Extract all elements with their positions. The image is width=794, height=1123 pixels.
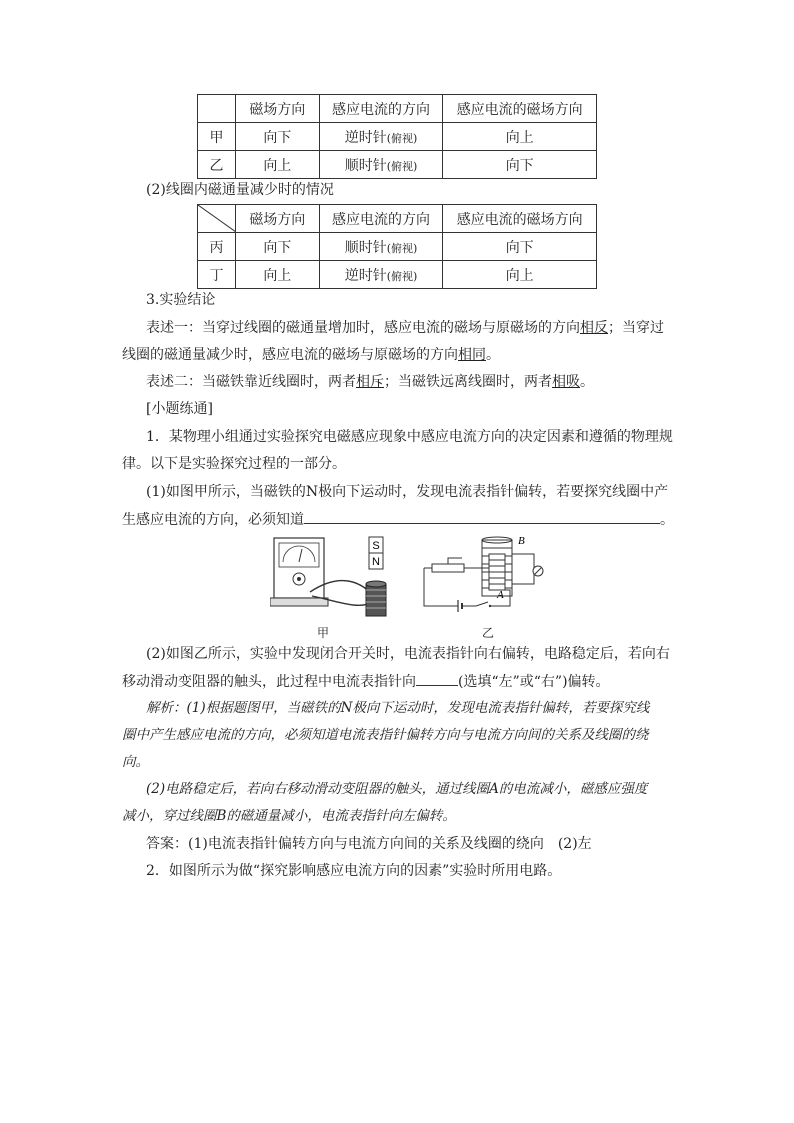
question-one-line1: 1．某物理小组通过实验探究电磁感应现象中感应电流方向的决定因素和遵循的物理规 <box>146 429 673 445</box>
field-direction: 向上 <box>235 151 319 179</box>
statement-two: 表述二：当磁铁靠近线圈时，两者相斥；当磁铁远离线圈时，两者相吸。 <box>146 374 594 390</box>
magnet-n-label: N <box>372 556 380 568</box>
statement-one-line1: 表述一：当穿过线圈的磁通量增加时，感应电流的磁场与原磁场的方向相反；当穿过 <box>146 320 664 336</box>
part-one-line1: (1)如图甲所示，当磁铁的N极向下运动时，发现电流表指针偏转，若要探究线圈中产 <box>146 484 669 500</box>
current-direction: 逆时针(俯视) <box>319 123 443 151</box>
header-cell: 磁场方向 <box>235 95 319 123</box>
table-header-row <box>198 95 597 123</box>
field-direction: 向下 <box>235 233 319 261</box>
field-direction: 向上 <box>235 261 319 289</box>
magnet-s-label: S <box>372 540 380 552</box>
header-cell: 磁场方向 <box>235 205 319 233</box>
rheostat <box>432 564 464 572</box>
induced-field-direction: 向下 <box>443 151 597 179</box>
answer-blank <box>304 509 660 524</box>
row-label: 甲 <box>198 123 236 151</box>
coil-b-label: B <box>518 535 525 547</box>
header-cell <box>198 95 236 123</box>
row-label: 丁 <box>198 261 236 289</box>
current-direction: 顺时针(俯视) <box>319 233 443 261</box>
figure-yi <box>418 534 568 614</box>
figure-jia-caption: 甲 <box>317 626 330 640</box>
table-flux-decrease <box>197 204 597 289</box>
induced-field-direction: 向上 <box>443 123 597 151</box>
analysis-line4: (2)电路稳定后，若向右移动滑动变阻器的触头，通过线圈A的电流减小，磁感应强度 <box>146 781 648 797</box>
question-two: 2．如图所示为做“探究影响感应电流方向的因素”实验时所用电路。 <box>146 863 562 879</box>
coil <box>366 581 386 616</box>
switch-icon <box>476 602 488 606</box>
row-label: 乙 <box>198 151 236 179</box>
coil-a-label: A <box>497 589 504 601</box>
table-row <box>198 233 597 261</box>
answer-blank <box>416 671 458 686</box>
part-two-line2: 移动滑动变阻器的触头，此过程中电流表指针向 (选填“左”或“右”)偏转。 <box>122 671 610 692</box>
conclusion-title: 3.实验结论 <box>146 292 216 308</box>
header-cell: 感应电流的方向 <box>319 95 443 123</box>
part-one-line2: 生感应电流的方向，必须知道 。 <box>122 509 674 530</box>
header-cell: 感应电流的磁场方向 <box>443 205 597 233</box>
diagonal-header-cell <box>198 205 236 233</box>
analysis-line5: 减小，穿过线圈B的磁通量减小，电流表指针向左偏转。 <box>122 808 456 824</box>
analysis-line3: 向。 <box>122 754 149 770</box>
part-two-line1: (2)如图乙所示，实验中发现闭合开关时，电流表指针向右偏转，电路稳定后，若向右 <box>146 646 670 662</box>
coil-a <box>489 554 505 590</box>
current-direction: 逆时针(俯视) <box>319 261 443 289</box>
practice-title: [小题练通] <box>146 401 213 417</box>
section-title: (2)线圈内磁通量减少时的情况 <box>146 182 334 198</box>
diagonal-line <box>198 205 236 232</box>
figure-yi-caption: 乙 <box>482 626 495 640</box>
row-label: 丙 <box>198 233 236 261</box>
table-flux-increase <box>197 94 597 179</box>
header-cell: 感应电流的磁场方向 <box>443 95 597 123</box>
figure-jia <box>270 532 400 624</box>
table-header-row <box>198 205 597 233</box>
current-direction: 顺时针(俯视) <box>319 151 443 179</box>
galvanometer-base <box>270 598 328 606</box>
induced-field-direction: 向上 <box>443 261 597 289</box>
field-direction: 向下 <box>235 123 319 151</box>
header-cell: 感应电流的方向 <box>319 205 443 233</box>
answer-line: 答案：(1)电流表指针偏转方向与电流方向间的关系及线圈的绕向 (2)左 <box>146 836 592 852</box>
analysis-line1: 解析：(1)根据题图甲，当磁铁的N极向下运动时，发现电流表指针偏转，若要探究线 <box>146 700 650 716</box>
statement-one-line2: 线圈的磁通量减少时，感应电流的磁场与原磁场的方向相同。 <box>122 347 500 363</box>
question-one-line2: 律。以下是实验探究过程的一部分。 <box>122 456 346 472</box>
table-row <box>198 151 597 179</box>
table-row <box>198 261 597 289</box>
induced-field-direction: 向下 <box>443 233 597 261</box>
analysis-line2: 圈中产生感应电流的方向，必须知道电流表指针偏转方向与电流方向间的关系及线圈的绕 <box>122 727 649 743</box>
table-row <box>198 123 597 151</box>
